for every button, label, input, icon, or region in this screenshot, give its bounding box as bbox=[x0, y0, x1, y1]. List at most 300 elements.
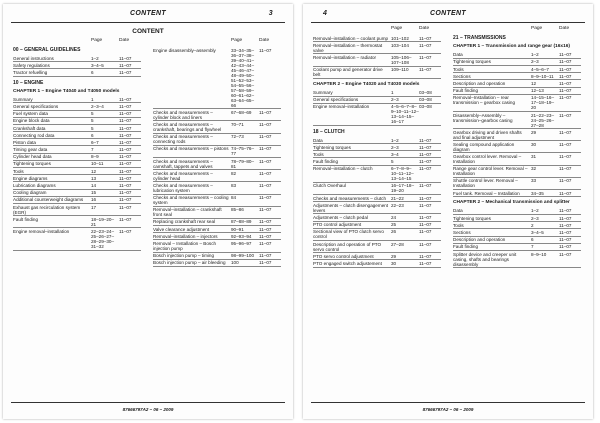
entry-date: 11–07 bbox=[119, 69, 132, 75]
entry-title: Sectional view of PTO clutch servo control bbox=[313, 229, 384, 240]
entry-date: 11–07 bbox=[419, 67, 432, 73]
entry-date: 11–07 bbox=[559, 244, 572, 250]
entry-pages: 3–4–5 bbox=[91, 62, 104, 68]
entry-title: Data bbox=[313, 137, 323, 143]
toc-entry bbox=[453, 222, 581, 229]
toc-entry bbox=[153, 253, 281, 260]
toc-entry bbox=[313, 97, 441, 104]
entry-title: Cooling diagram bbox=[13, 190, 47, 196]
entry-date: 11–07 bbox=[559, 141, 572, 147]
toc-entry bbox=[313, 67, 441, 79]
entry-title: Shuttle control lever. Removal – Installation bbox=[453, 178, 518, 189]
entry-pages: 5 bbox=[91, 111, 94, 117]
entry-pages: 100 bbox=[231, 260, 239, 266]
entry-date: 11–07 bbox=[259, 207, 272, 213]
entry-title: Safety regulations bbox=[13, 62, 50, 68]
entry-date: 11–07 bbox=[419, 166, 432, 172]
entry-title: Piston data bbox=[13, 139, 36, 145]
toc-entry bbox=[153, 134, 281, 146]
entry-pages: 2–3 bbox=[391, 144, 399, 150]
toc-entry bbox=[13, 146, 141, 153]
toc-list bbox=[153, 47, 281, 267]
entry-title: Checks and measurements – clutch bbox=[313, 195, 387, 201]
entry-pages: 2 bbox=[531, 222, 534, 228]
toc-entry bbox=[453, 251, 581, 268]
entry-title: Fuel tank. Removal – Installation bbox=[453, 190, 520, 196]
entry-title: Removal–installation – radiator bbox=[313, 54, 377, 60]
entry-date: 11–07 bbox=[419, 241, 432, 247]
entry-date: 11–07 bbox=[559, 178, 572, 184]
toc-entry bbox=[453, 129, 581, 141]
toc-entry bbox=[453, 229, 581, 236]
entry-pages: 2–3 bbox=[531, 59, 539, 65]
entry-title: Bosch injection pump – timing bbox=[153, 253, 215, 259]
entry-pages: 1–2 bbox=[531, 52, 539, 58]
toc-entry bbox=[153, 47, 281, 109]
toc-entry bbox=[313, 42, 441, 54]
entry-title: Clutch Overhaul bbox=[313, 183, 346, 189]
toc-entry bbox=[13, 69, 141, 76]
entry-date: 11–07 bbox=[419, 183, 432, 189]
entry-pages: 24 bbox=[391, 215, 397, 220]
entry-date: 11–07 bbox=[559, 88, 572, 94]
entry-date: 11–07 bbox=[259, 260, 272, 266]
running-title: CONTENT bbox=[430, 10, 466, 17]
header-date: Date bbox=[419, 26, 430, 31]
entry-pages: 1–2 bbox=[531, 208, 539, 214]
entry-pages: 3–4 bbox=[391, 151, 399, 157]
entry-date: 11–07 bbox=[119, 175, 132, 181]
toc-entry bbox=[13, 190, 141, 197]
entry-date: 11–07 bbox=[559, 222, 572, 228]
entry-title: Checks and measurements – lubrication system bbox=[153, 182, 213, 193]
chapter-heading: CHAPTER 2 – Engine T4020 and T4030 models bbox=[313, 81, 420, 87]
entry-date: 11–07 bbox=[119, 62, 132, 68]
header-date: Date bbox=[259, 38, 270, 43]
entry-date: 11–07 bbox=[419, 202, 432, 208]
entry-pages: 4–5–6–7 bbox=[531, 66, 549, 72]
entry-pages: 2–3 bbox=[391, 97, 399, 103]
header-page: Page bbox=[91, 38, 103, 43]
toc-entry bbox=[13, 103, 141, 110]
entry-pages: 22–23–24–25–26–27–28–29–30–31–32 bbox=[91, 228, 114, 249]
entry-pages: 98–99–100 bbox=[231, 253, 254, 259]
entry-pages: 70–71 bbox=[231, 121, 244, 127]
toc-entry bbox=[453, 215, 581, 222]
toc-entry bbox=[313, 241, 441, 253]
entry-pages: 6 bbox=[531, 237, 534, 243]
entry-title: General specifications bbox=[313, 97, 359, 103]
entry-date: 11–07 bbox=[259, 195, 272, 201]
entry-title: Timing gear data bbox=[13, 147, 48, 153]
toc-entry bbox=[453, 95, 581, 112]
entry-pages: 2–3–4 bbox=[91, 103, 104, 109]
entry-date: 11–07 bbox=[119, 168, 132, 174]
entry-pages: 78–79–80–81 bbox=[231, 158, 254, 169]
entry-title: Checks and measurements – cooling system bbox=[153, 195, 229, 206]
header-rule bbox=[311, 22, 585, 23]
entry-title: Disassembly–Assembly – transmission–gearbox casing bbox=[453, 112, 513, 123]
toc-entry bbox=[13, 161, 141, 168]
entry-pages: 26 bbox=[391, 229, 397, 235]
left-page bbox=[3, 4, 293, 419]
entry-pages: 7 bbox=[91, 147, 94, 153]
entry-title: Range gear control lever. Removal – Installation bbox=[453, 166, 528, 177]
entry-title: Removal–Installation – rear transmission – gearbox casing bbox=[453, 95, 516, 106]
entry-date: 11–07 bbox=[559, 215, 572, 221]
entry-pages: 21–22 bbox=[391, 195, 404, 201]
entry-title: Data bbox=[453, 52, 463, 58]
toc-entry bbox=[453, 166, 581, 178]
entry-title: Gearbox driving and driven shafts and final adjustment bbox=[453, 129, 522, 140]
toc-entry bbox=[13, 168, 141, 175]
entry-pages: 101–102 bbox=[391, 35, 409, 41]
chapter-heading: CHAPTER 2 – Mechanical transmission and splitter bbox=[453, 200, 570, 206]
entry-pages: 33 bbox=[531, 178, 537, 184]
section-heading: 18 – CLUTCH bbox=[313, 128, 345, 135]
header-title bbox=[153, 38, 231, 44]
toc-entry bbox=[13, 228, 141, 250]
entry-date: 11–07 bbox=[259, 253, 272, 259]
entry-pages: 33–34–35–36–37–38–39–40–41–42–43–44–45–46–47–48–49–50–51–52–53–54–55–56–57–58–59–60–61–62–63–64–65–66 bbox=[231, 47, 254, 108]
entry-title: Checks and measurements – pistons bbox=[153, 146, 229, 152]
entry-title: Removal–installation – coolant pump bbox=[313, 35, 389, 41]
entry-title: Checks and measurements – camshaft, tappets and valves bbox=[153, 158, 213, 169]
entry-title: Removal – Installation – Bosch injection pump bbox=[153, 241, 217, 252]
toc-column-1 bbox=[313, 26, 441, 399]
entry-pages: 82 bbox=[231, 170, 237, 176]
entry-date: 11–07 bbox=[119, 147, 132, 153]
entry-pages: 8–9–10–11 bbox=[531, 73, 554, 79]
entry-title: Sealing compound application diagram bbox=[453, 141, 515, 152]
entry-pages: 8–9 bbox=[91, 154, 99, 160]
toc-entry bbox=[153, 195, 281, 207]
entry-pages: 14 bbox=[91, 183, 97, 188]
entry-pages: 5 bbox=[391, 159, 394, 165]
entry-pages: 6 bbox=[91, 132, 94, 138]
entry-pages: 32 bbox=[531, 166, 537, 172]
entry-date: 11–07 bbox=[119, 118, 132, 124]
toc-entry bbox=[313, 104, 441, 126]
entry-pages: 109–110 bbox=[391, 67, 409, 73]
toc-entry bbox=[13, 55, 141, 62]
entry-date: 11–07 bbox=[119, 55, 132, 61]
entry-title: Engine removal–installation bbox=[13, 228, 70, 234]
entry-pages: 21–22–23–24–25–26–27–28 bbox=[531, 112, 554, 128]
entry-date: 11–07 bbox=[419, 159, 432, 165]
toc-header bbox=[453, 26, 581, 32]
entry-title: Tightening torques bbox=[453, 59, 491, 65]
entry-pages: 12 bbox=[531, 80, 537, 86]
toc-entry bbox=[13, 132, 141, 139]
toc-entry bbox=[313, 229, 441, 241]
entry-date: 11–07 bbox=[259, 170, 272, 176]
entry-date: 11–07 bbox=[119, 190, 132, 196]
entry-date: 11–07 bbox=[259, 109, 272, 115]
entry-date: 11–07 bbox=[559, 59, 572, 65]
entry-title: Checks and measurements – crankshaft, bearings and flywheel bbox=[153, 121, 222, 132]
toc-entry bbox=[13, 182, 141, 189]
entry-pages: 67–68–69 bbox=[231, 109, 252, 115]
entry-pages: 10–11 bbox=[91, 161, 104, 167]
entry-title: Coolant pump and generator drive belt bbox=[313, 67, 383, 78]
toc-entry bbox=[13, 62, 141, 69]
entry-pages: 3–4–5 bbox=[531, 229, 544, 235]
entry-date: 11–07 bbox=[119, 228, 132, 234]
entry-title: Description and operation bbox=[453, 237, 506, 243]
toc-entry bbox=[313, 202, 441, 214]
running-head bbox=[9, 10, 287, 20]
toc-entry bbox=[453, 88, 581, 95]
entry-pages: 16 bbox=[91, 197, 97, 203]
footer-rule bbox=[311, 402, 585, 403]
header-page: Page bbox=[231, 38, 243, 43]
entry-title: Fault finding bbox=[313, 159, 339, 165]
entry-title: Tightening torques bbox=[453, 215, 491, 221]
entry-pages: 31 bbox=[531, 154, 537, 160]
entry-date: 11–07 bbox=[419, 195, 432, 201]
toc-column-2 bbox=[153, 38, 281, 399]
toc-header bbox=[13, 38, 141, 44]
right-page bbox=[303, 4, 593, 419]
entry-pages: 5 bbox=[91, 118, 94, 124]
toc-entry bbox=[313, 214, 441, 221]
entry-pages: 18–19–20–21 bbox=[91, 216, 114, 227]
entry-title: Fuel system data bbox=[13, 111, 48, 117]
entry-title: PTO engaged switch adjustement bbox=[313, 260, 382, 266]
toc-list bbox=[453, 35, 581, 268]
entry-pages: 15 bbox=[91, 190, 97, 196]
toc-columns bbox=[13, 38, 285, 399]
entry-title: Exhaust gas recirculation system (EGR) bbox=[13, 204, 81, 215]
toc-list bbox=[313, 35, 441, 268]
entry-pages: 34–35 bbox=[531, 190, 544, 196]
toc-entry bbox=[313, 166, 441, 183]
entry-pages: 22–23 bbox=[391, 202, 404, 208]
toc-entry bbox=[13, 197, 141, 204]
entry-date: 11–07 bbox=[559, 73, 572, 79]
toc-entry bbox=[13, 216, 141, 228]
entry-pages: 103–104 bbox=[391, 42, 409, 48]
entry-date: 11–07 bbox=[119, 139, 132, 145]
entry-pages: 74–75–76–77 bbox=[231, 146, 254, 157]
entry-title: PTO servo control adjustment bbox=[313, 253, 374, 259]
toc-entry bbox=[153, 121, 281, 133]
entry-pages: 83 bbox=[231, 182, 237, 188]
toc-entry bbox=[13, 175, 141, 182]
toc-entry bbox=[313, 144, 441, 151]
entry-title: Checks and measurements – cylinder block and liners bbox=[153, 109, 213, 120]
entry-pages: 12 bbox=[91, 168, 97, 174]
entry-date: 11–07 bbox=[259, 121, 272, 127]
footer-code: 87666797A2 – 06 – 2009 bbox=[122, 407, 174, 412]
toc-entry bbox=[153, 219, 281, 226]
header-page: Page bbox=[391, 26, 403, 31]
toc-entry bbox=[453, 66, 581, 73]
entry-date: 11–07 bbox=[119, 132, 132, 138]
toc-entry bbox=[13, 139, 141, 146]
entry-date: 11–07 bbox=[259, 134, 272, 140]
entry-title: Description and operation bbox=[453, 80, 506, 86]
toc-entry bbox=[453, 52, 581, 59]
entry-title: Checks and measurements – cylinder head bbox=[153, 170, 213, 181]
entry-title: Crankshaft data bbox=[13, 125, 46, 131]
entry-pages: 25 bbox=[391, 222, 397, 228]
toc-entry bbox=[313, 54, 441, 66]
toc-entry bbox=[453, 141, 581, 153]
entry-date: 11–07 bbox=[419, 229, 432, 235]
entry-title: Fault finding bbox=[13, 216, 39, 222]
entry-title: Splitter device and creeper unit casing, shafts and bearings disassembly bbox=[453, 251, 517, 267]
entry-pages: 72–73 bbox=[231, 134, 244, 140]
toc-entry bbox=[313, 89, 441, 96]
entry-date: 11–07 bbox=[559, 208, 572, 214]
toc-entry bbox=[153, 182, 281, 194]
section-heading: 21 – TRANSMISSIONS bbox=[453, 35, 506, 41]
section-heading: 00 – GENERAL GUIDELINES bbox=[13, 47, 81, 53]
header-date: Date bbox=[559, 26, 570, 31]
entry-pages: 1–2 bbox=[91, 55, 99, 61]
entry-date: 11–07 bbox=[559, 229, 572, 235]
toc-entry bbox=[453, 73, 581, 80]
toc-entry bbox=[313, 35, 441, 42]
entry-pages: 27–28 bbox=[391, 241, 404, 247]
entry-date: 11–07 bbox=[559, 237, 572, 243]
entry-pages: 5 bbox=[91, 125, 94, 131]
running-title: CONTENT bbox=[130, 10, 166, 17]
toc-entry bbox=[153, 146, 281, 158]
entry-title: General instructions bbox=[13, 55, 54, 61]
entry-date: 11–07 bbox=[559, 166, 572, 172]
entry-date: 11–07 bbox=[559, 154, 572, 160]
toc-entry bbox=[453, 59, 581, 66]
toc-entry bbox=[453, 244, 581, 251]
entry-date: 11–07 bbox=[419, 54, 432, 60]
entry-title: Data bbox=[453, 208, 463, 214]
toc-entry bbox=[313, 183, 441, 195]
toc-header bbox=[313, 26, 441, 32]
entry-pages: 1 bbox=[91, 96, 94, 102]
toc-entry bbox=[313, 137, 441, 144]
entry-title: Engine block data bbox=[13, 118, 50, 124]
toc-entry bbox=[313, 195, 441, 202]
footer-rule bbox=[11, 402, 285, 403]
entry-date: 11–07 bbox=[419, 144, 432, 150]
page-number: 4 bbox=[323, 10, 328, 17]
entry-date: 11–07 bbox=[559, 52, 572, 58]
entry-date: 11–07 bbox=[119, 197, 132, 203]
entry-title: Summary bbox=[313, 89, 333, 95]
header-title bbox=[13, 38, 91, 44]
entry-date: 11–07 bbox=[559, 66, 572, 72]
entry-title: Connecting rod data bbox=[13, 132, 55, 138]
entry-title: Removal–installation – clutch bbox=[313, 166, 373, 172]
entry-pages: 85–86 bbox=[231, 207, 244, 213]
toc-entry bbox=[153, 207, 281, 219]
entry-title: Bosch injection pump – air bleeding bbox=[153, 260, 226, 266]
entry-pages: 6 bbox=[91, 69, 94, 75]
entry-title: Replacing crankshaft rear seal bbox=[153, 219, 216, 225]
entry-date: 11–07 bbox=[419, 253, 432, 259]
entry-date: 11–07 bbox=[119, 125, 132, 131]
entry-pages: 90–91 bbox=[231, 226, 244, 232]
entry-title: General specifications bbox=[13, 103, 59, 109]
header-title bbox=[313, 26, 391, 32]
entry-pages: 14–15–16–17–18–19–20 bbox=[531, 95, 554, 111]
toc-entry bbox=[13, 111, 141, 118]
toc-entry bbox=[13, 96, 141, 103]
entry-date: 11–07 bbox=[119, 154, 132, 160]
entry-date: 11–07 bbox=[559, 95, 572, 101]
entry-title: Adjustments – clutch disengagement levers bbox=[313, 202, 389, 213]
entry-pages: 6–7 bbox=[91, 139, 99, 145]
entry-title: Tools bbox=[453, 222, 464, 228]
header-page: Page bbox=[531, 26, 543, 31]
toc-column-1 bbox=[13, 38, 141, 399]
toc-entry bbox=[153, 260, 281, 267]
entry-pages: 1–2 bbox=[391, 137, 399, 143]
entry-title: Removal–installation – crankshaft front seal bbox=[153, 207, 222, 218]
entry-date: 11–07 bbox=[259, 219, 272, 225]
entry-title: Tightening torques bbox=[313, 144, 351, 150]
entry-title: Sections bbox=[453, 73, 471, 79]
footer-code: 87666797A2 – 06 – 2009 bbox=[422, 407, 474, 412]
toc-entry bbox=[153, 109, 281, 121]
entry-pages: 13 bbox=[91, 175, 97, 181]
entry-title: Checks and measurements – connecting rods bbox=[153, 134, 213, 145]
entry-date: 11–07 bbox=[119, 161, 132, 167]
entry-pages: 1 bbox=[391, 89, 394, 95]
toc-header bbox=[153, 38, 281, 44]
entry-date: 03–08 bbox=[419, 89, 432, 95]
entry-title: Tractor refuelling bbox=[13, 69, 48, 75]
toc-entry bbox=[313, 222, 441, 229]
entry-date: 11–07 bbox=[559, 190, 572, 196]
toc-entry bbox=[153, 226, 281, 233]
entry-title: Adjustments – clutch pedal bbox=[313, 215, 368, 220]
entry-date: 11–07 bbox=[419, 222, 432, 228]
entry-date: 11–07 bbox=[259, 233, 272, 239]
toc-entry bbox=[13, 125, 141, 132]
entry-pages: 84 bbox=[231, 195, 237, 201]
entry-title: Engine disassembly–assembly bbox=[153, 47, 216, 53]
toc-entry bbox=[453, 237, 581, 244]
entry-pages: 95–96–97 bbox=[231, 241, 252, 247]
entry-title: Fault finding bbox=[453, 88, 479, 94]
entry-pages: 87–88–89 bbox=[231, 219, 252, 225]
header-rule bbox=[11, 22, 285, 23]
entry-title: Sections bbox=[453, 229, 471, 235]
entry-date: 11–07 bbox=[419, 151, 432, 157]
entry-date: 11–07 bbox=[259, 226, 272, 232]
entry-date: 11–07 bbox=[559, 251, 572, 257]
entry-title: Cylinder head data bbox=[13, 154, 52, 160]
entry-title: Removal–installation – injectors bbox=[153, 233, 218, 239]
entry-pages: 12–13 bbox=[531, 88, 544, 94]
entry-title: PTO control adjustment bbox=[313, 222, 362, 228]
toc-entry bbox=[13, 204, 141, 216]
header-date: Date bbox=[119, 38, 130, 43]
entry-pages: 92–93–94 bbox=[231, 233, 252, 239]
toc-entry bbox=[153, 240, 281, 252]
entry-title: Description and operation of PTO servo control bbox=[313, 241, 382, 252]
entry-title: Tools bbox=[13, 168, 24, 174]
entry-title: Tools bbox=[313, 151, 324, 157]
entry-pages: 16–17–18–19–20 bbox=[391, 183, 414, 194]
running-head bbox=[309, 10, 587, 20]
entry-title: Gearbox control lever. Removal – Installation bbox=[453, 154, 522, 165]
entry-pages: 17 bbox=[91, 204, 97, 210]
